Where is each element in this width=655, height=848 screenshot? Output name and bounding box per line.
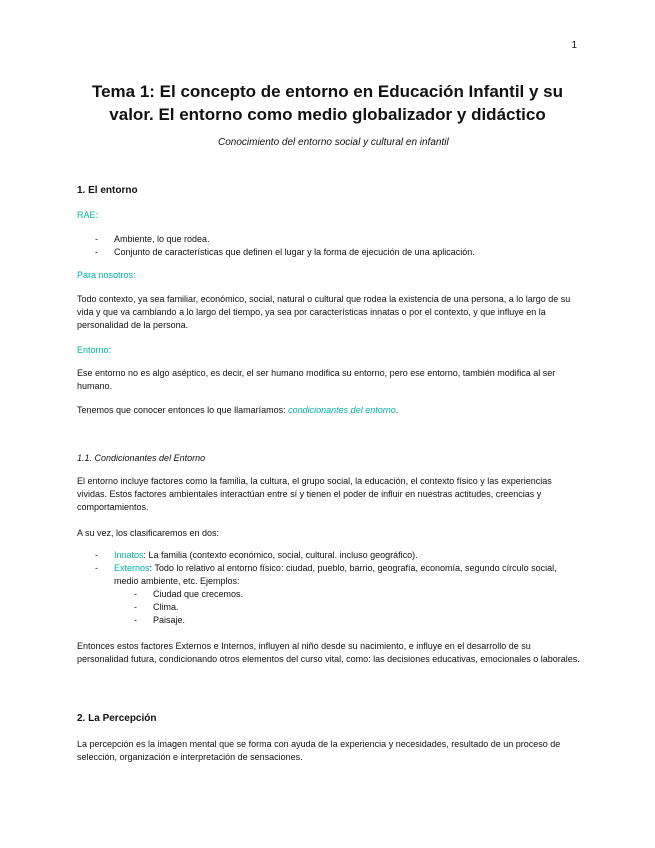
list-item-externos <box>95 562 582 627</box>
percepcion-paragraph: La percepción es la imagen mental que se forma con ayuda de la experiencia y necesidades, resultado de un proceso de selección, organización e interpretación de sensaciones. <box>77 739 561 762</box>
section-2-heading <box>77 713 156 724</box>
entorno-paragraph: Ese entorno no es algo aséptico, es decir, el ser humano modifica su entorno, pero ese entorno, también modifica al ser humano. <box>77 368 556 391</box>
nosotros-paragraph: Todo contexto, ya sea familiar, económico, social, natural o cultural que rodea la existencia de una persona, a lo largo de su vida y que va cambiando a lo largo del tiempo, ya sea por características innatas o por el contexto, y que influye en la personalidad de la persona. <box>77 294 571 330</box>
document-subtitle: Conocimiento del entorno social y cultural en infantil <box>218 137 449 148</box>
condicionantes-link[interactable]: condicionantes del entorno <box>288 405 396 415</box>
section-1-number: 1. <box>77 185 86 196</box>
page-number: 1 <box>571 40 577 51</box>
ejemplos-list <box>134 588 582 627</box>
list-item: - Ciudad que crecemos. <box>134 588 582 601</box>
list-item: - Conjunto de características que definen el lugar y la forma de ejecución de una aplicación. <box>95 246 582 259</box>
section-2-number: 2. <box>77 713 86 724</box>
title-line-2: valor. El entorno como medio globalizador y didáctico <box>109 105 546 124</box>
list-item: - Ambiente, lo que rodea. <box>95 233 582 246</box>
section-1-title: El entorno <box>88 185 138 196</box>
rae-label: RAE: <box>77 210 99 220</box>
document-title <box>60 80 595 126</box>
list-item: - Clima. <box>134 601 582 614</box>
nosotros-label: Para nosotros: <box>77 270 136 280</box>
section-2-title: La Percepción <box>88 713 157 724</box>
rae-list <box>95 233 582 259</box>
factores-list <box>95 549 582 627</box>
list-item-innatos <box>95 549 582 562</box>
list-item: - Paisaje. <box>134 614 582 627</box>
externos-label: Externos <box>114 563 150 573</box>
conclusion-paragraph: Entonces estos factores Externos e Internos, influyen al niño desde su nacimiento, e influye en el desarrollo de su personalidad futura, condicionando otros elementos del curso vital, como: las decisiones educativas, emocionales o laborales. <box>77 641 580 664</box>
section-1-heading <box>77 185 138 196</box>
innatos-text: : La familia (contexto económico, social, cultural. incluso geográfico). <box>143 550 418 560</box>
section-1-1-heading: 1.1. Condicionantes del Entorno <box>77 453 206 463</box>
innatos-label: Innatos <box>114 550 144 560</box>
conocer-end: . <box>395 405 399 415</box>
conocer-text: Tenemos que conocer entonces lo que llamaríamos: <box>77 405 286 415</box>
title-line-1: Tema 1: El concepto de entorno en Educación Infantil y su <box>91 82 564 101</box>
conocer-paragraph <box>77 404 582 417</box>
externos-text: : Todo lo relativo al entorno físico: ciudad, pueblo, barrio, geografía, economía, segundo círculo social, medio ambiente, etc. Ejemplos: <box>114 563 557 586</box>
clasificacion-paragraph: A su vez, los clasificaremos en dos: <box>77 528 220 538</box>
entorno-label: Entorno: <box>77 345 112 355</box>
condicionantes-intro: El entorno incluye factores como la familia, la cultura, el grupo social, la educación, el contexto físico y las experiencias vividas. Estos factores ambientales interactúan entre sí y tienen el poder de influir en nuestras actitudes, creencias y comportamientos. <box>77 476 552 512</box>
